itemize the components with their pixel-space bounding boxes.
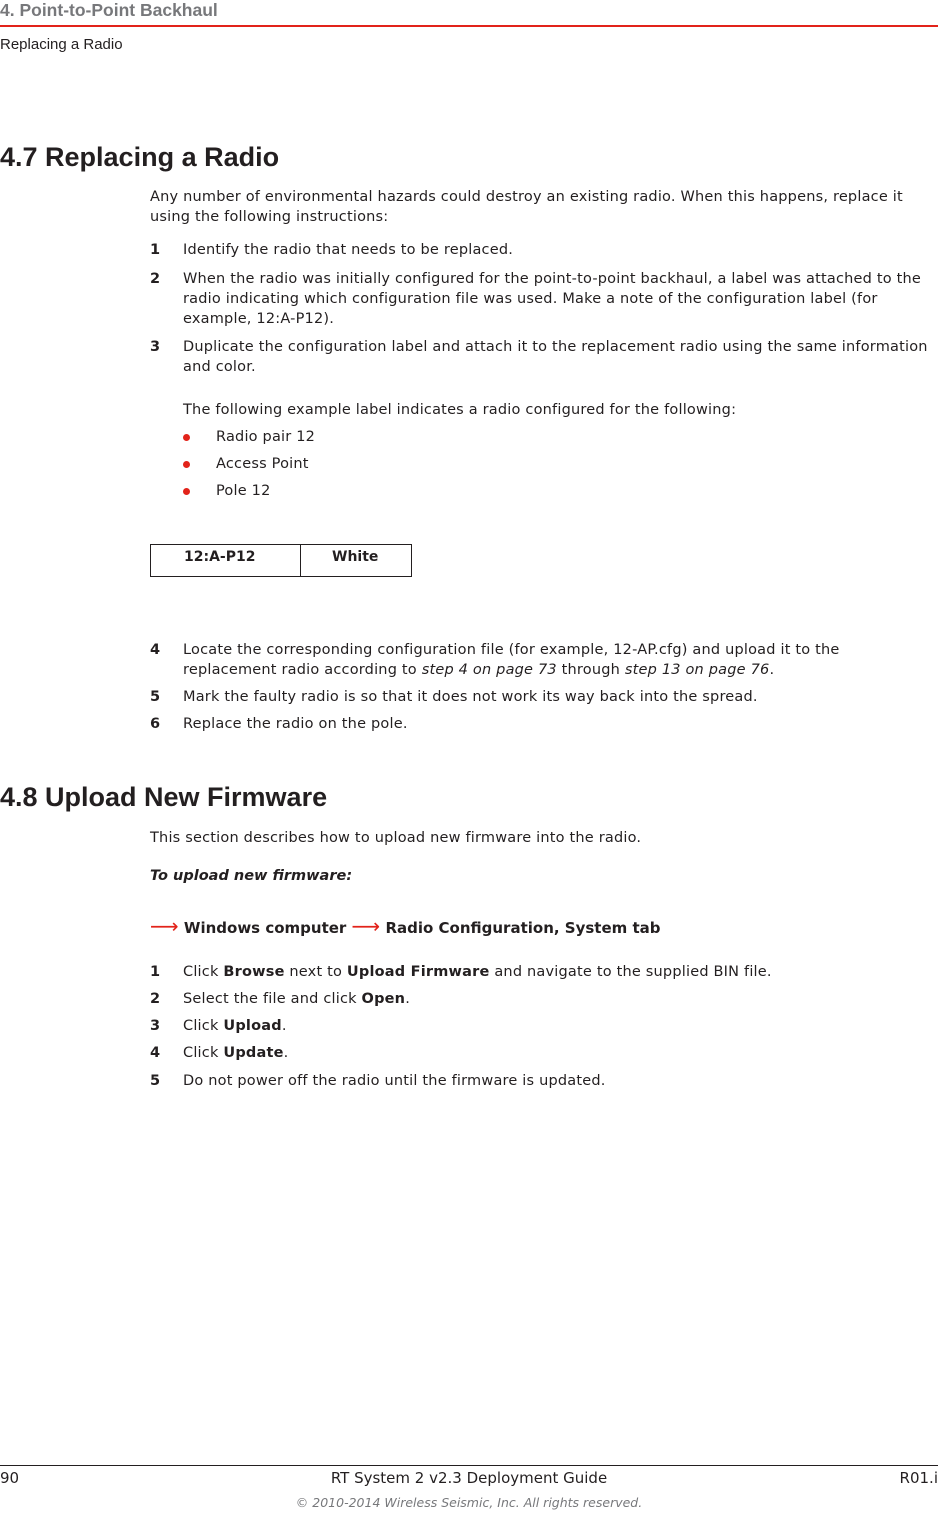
step-text: Mark the faulty radio is so that it does not work its way back into the spread.	[183, 689, 758, 705]
bullet-text: Radio pair 12	[216, 429, 316, 445]
step-text	[183, 1016, 928, 1036]
arrow-right-icon: ⟶	[150, 914, 179, 938]
arrow-right-icon: ⟶	[351, 914, 381, 938]
section-title-replacing-radio: 4.7 Replacing a Radio	[0, 142, 280, 172]
section-intro: This section describes how to upload new firmware into the radio.	[150, 830, 642, 846]
step-text	[183, 989, 928, 1009]
step-text-part: and navigate to the supplied BIN file.	[489, 964, 772, 980]
step-number: 2	[150, 991, 161, 1007]
procedure-title: To upload new firmware:	[150, 868, 353, 884]
step-text-part: Click	[183, 964, 224, 980]
navigation-path	[150, 915, 661, 939]
step-text-part: Click	[183, 1018, 224, 1034]
bullet-text: Access Point	[216, 456, 309, 472]
step-text-part: Locate the corresponding configuration file (for example, 12-AP.cfg) and upload it to the replacement radio according to	[183, 642, 840, 678]
section-intro: Any number of environmental hazards could destroy an existing radio. When this happens, replace it using the following instructions:	[150, 189, 903, 225]
step-number: 1	[150, 242, 161, 258]
ui-term: Upload Firmware	[346, 964, 490, 980]
example-intro: The following example label indicates a radio configured for the following:	[183, 402, 737, 418]
page-number: 90	[0, 1469, 20, 1487]
ui-term: Update	[223, 1045, 284, 1061]
ui-term: Open	[361, 991, 406, 1007]
label-color-cell: White	[332, 549, 379, 565]
step-text: Replace the radio on the pole.	[183, 716, 408, 732]
step-number: 6	[150, 716, 161, 732]
bullet-text: Pole 12	[216, 483, 271, 499]
step-text-part: .	[769, 662, 775, 678]
step-text	[183, 1043, 928, 1063]
ui-term: Upload	[223, 1018, 282, 1034]
step-text-part: .	[283, 1045, 289, 1061]
step-text-part: through	[556, 662, 625, 678]
document-revision: R01.i	[899, 1469, 938, 1487]
step-text: When the radio was initially configured for the point-to-point backhaul, a label was attached to the radio indicating which configuration file was used. Make a note of the configuration label (for example, 12:A-P12).	[183, 271, 922, 327]
section-title-upload-firmware: 4.8 Upload New Firmware	[0, 782, 328, 812]
cross-reference-link[interactable]: step 13 on page 76	[624, 662, 770, 678]
step-text	[183, 962, 928, 982]
example-label-table	[150, 544, 412, 577]
step-text-part: Select the file and click	[183, 991, 362, 1007]
ui-term: Browse	[223, 964, 285, 980]
step-text-part: next to	[284, 964, 347, 980]
step-text: Do not power off the radio until the firmware is updated.	[183, 1073, 606, 1089]
step-text-part: .	[281, 1018, 287, 1034]
step-number: 5	[150, 689, 161, 705]
document-title: RT System 2 v2.3 Deployment Guide	[330, 1469, 608, 1487]
bullet-dot-icon	[183, 461, 190, 468]
label-code-cell: 12:A-P12	[151, 545, 301, 576]
step-text: Duplicate the configuration label and attach it to the replacement radio using the same information and color.	[183, 339, 928, 375]
step-text-part: .	[405, 991, 411, 1007]
nav-path-item: Windows computer	[183, 919, 347, 937]
step-number: 1	[150, 964, 161, 980]
nav-path-item: Radio Configuration, System tab	[385, 919, 661, 937]
step-number: 4	[150, 642, 161, 658]
step-number: 4	[150, 1045, 161, 1061]
footer-divider	[0, 1465, 938, 1466]
step-number: 3	[150, 339, 161, 355]
step-text-part: Click	[183, 1045, 224, 1061]
running-header-section: Replacing a Radio	[0, 36, 123, 53]
header-divider	[0, 25, 938, 27]
step-number: 5	[150, 1073, 161, 1089]
bullet-dot-icon	[183, 434, 190, 441]
copyright-notice: © 2010-2014 Wireless Seismic, Inc. All rights reserved.	[295, 1495, 643, 1510]
step-text	[183, 640, 928, 680]
bullet-dot-icon	[183, 488, 190, 495]
step-number: 2	[150, 271, 161, 287]
running-header-chapter: 4. Point-to-Point Backhaul	[0, 0, 218, 20]
step-text: Identify the radio that needs to be replaced.	[183, 242, 514, 258]
cross-reference-link[interactable]: step 4 on page 73	[421, 662, 557, 678]
step-number: 3	[150, 1018, 161, 1034]
